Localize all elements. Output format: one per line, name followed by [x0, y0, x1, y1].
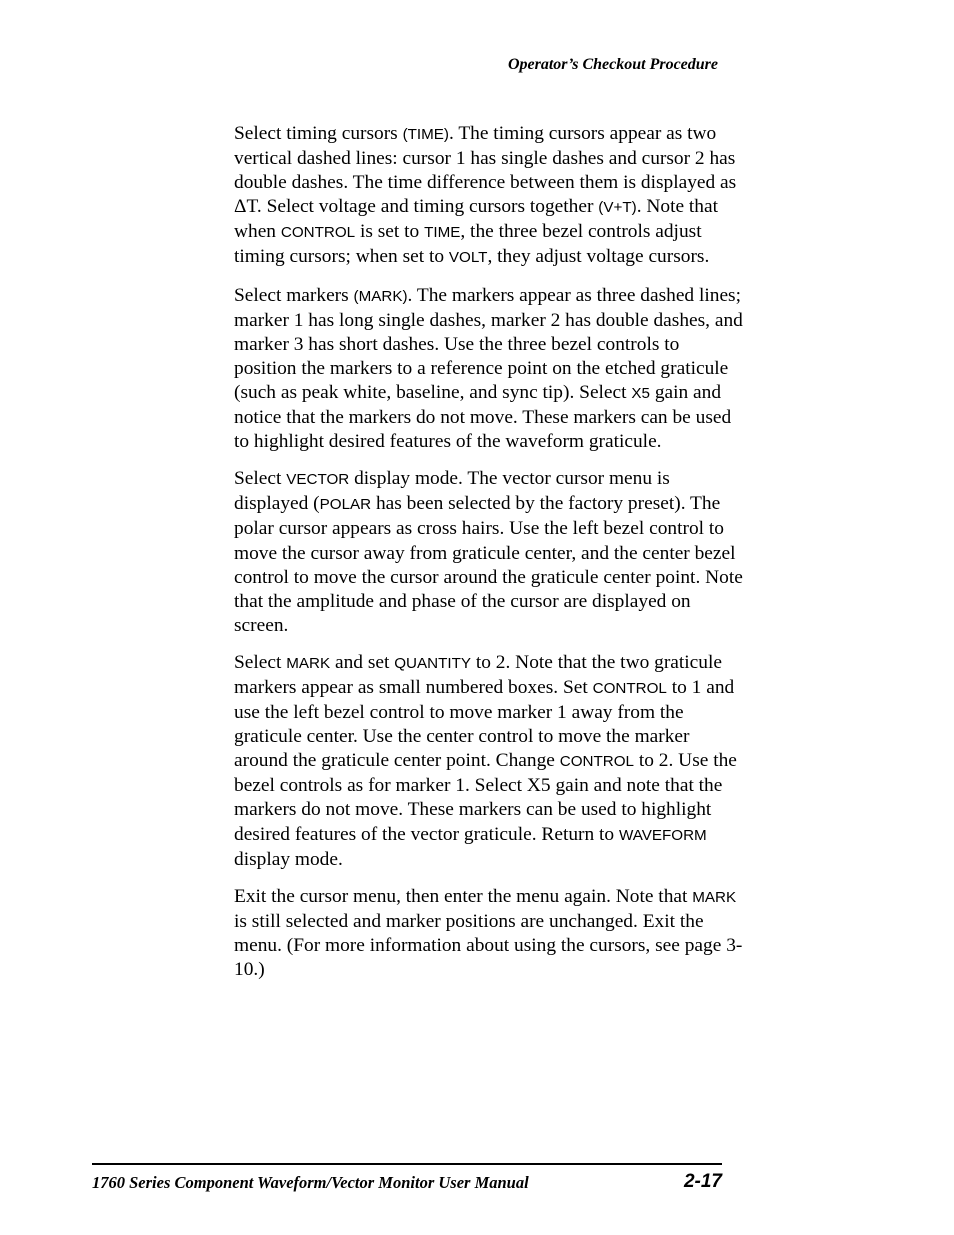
control-name: TIME: [424, 224, 461, 242]
running-head: Operator’s Checkout Procedure: [507, 56, 718, 73]
text-run: Select markers: [234, 284, 354, 306]
text-run: , they adjust voltage cursors.: [487, 246, 710, 268]
text-run: . The markers appear as three dashed lines; marker 1 has long single dashes, marker 2 has double dashes, and marker 3 has short dashes. Use the three bezel controls to position the markers to a reference point on the etched graticule (such as peak white, baseline, and sync tip). Select: [234, 284, 743, 403]
control-name: (TIME): [402, 126, 449, 143]
text-run: . The timing cursors appear as two vertical dashed lines: cursor 1 has single dashes and cursor 2 has double dashes. The time difference between them is displayed as ΔT. Select voltage and timing cursors together: [234, 123, 737, 218]
text-run: Select: [234, 651, 287, 673]
footer-manual-title: 1760 Series Component Waveform/Vector Monitor User Manual: [92, 1173, 529, 1192]
control-name: MARK: [286, 654, 331, 672]
body-text: [234, 122, 746, 995]
text-run: is still selected and marker positions are unchanged. Exit the menu. (For more information about using the cursors, see page 3-10.): [234, 910, 743, 980]
text-run: gain and notice that the markers do not move. These markers can be used to highlight desired features of the waveform graticule.: [234, 381, 732, 453]
text-run: display mode. The vector cursor menu is displayed (: [234, 468, 670, 515]
control-name: CONTROL: [559, 753, 635, 771]
paragraph-timing-cursors: [234, 122, 746, 271]
text-run: to 1 and use the left bezel control to move marker 1 away from the graticule center. Use the center control to move the marker around the graticule center point. Change: [234, 676, 735, 772]
control-name: CONTROL: [280, 224, 356, 242]
text-run: is set to: [355, 221, 425, 243]
control-name: VECTOR: [286, 471, 350, 489]
text-run: display mode.: [234, 848, 343, 870]
control-name: WAVEFORM: [618, 826, 707, 844]
text-run: and set: [330, 651, 395, 673]
text-run: , the three bezel controls adjust timing cursors; when set to: [234, 221, 702, 268]
control-name: VOLT: [448, 249, 488, 267]
paragraph-markers: [234, 284, 746, 455]
control-name: POLAR: [319, 496, 372, 514]
paragraph-vector-mode: [234, 467, 746, 638]
control-name: X5: [631, 384, 650, 402]
control-name: (V+T): [598, 199, 637, 217]
control-name: MARK: [692, 888, 737, 906]
control-name: QUANTITY: [394, 654, 472, 672]
text-run: to 2. Use the bezel controls as for marker 1. Select X5 gain and note that the markers do not move. These markers can be used to highlight desired features of the vector graticule. Return to: [234, 750, 737, 845]
text-run: Exit the cursor menu, then enter the menu again. Note that: [234, 885, 693, 907]
footer-rule: [92, 1163, 722, 1165]
page-number: 2-17: [683, 1171, 722, 1192]
paragraph-exit-menu: [234, 885, 746, 982]
text-run: Select: [234, 468, 287, 490]
control-name: CONTROL: [592, 679, 667, 697]
text-run: . Note that when: [234, 196, 718, 243]
paragraph-graticule-markers: [234, 651, 746, 872]
control-name: (MARK): [353, 287, 408, 305]
text-run: to 2. Note that the two graticule markers appear as small numbered boxes. Set: [234, 651, 722, 698]
text-run: Select timing cursors: [234, 123, 403, 144]
text-run: has been selected by the factory preset). The polar cursor appears as cross hairs. Use the left bezel control to move the cursor away from graticule center, and the center bezel control to move the cursor around the graticule center point. Note that the amplitude and phase of the cursor are displayed on screen.: [234, 493, 743, 636]
